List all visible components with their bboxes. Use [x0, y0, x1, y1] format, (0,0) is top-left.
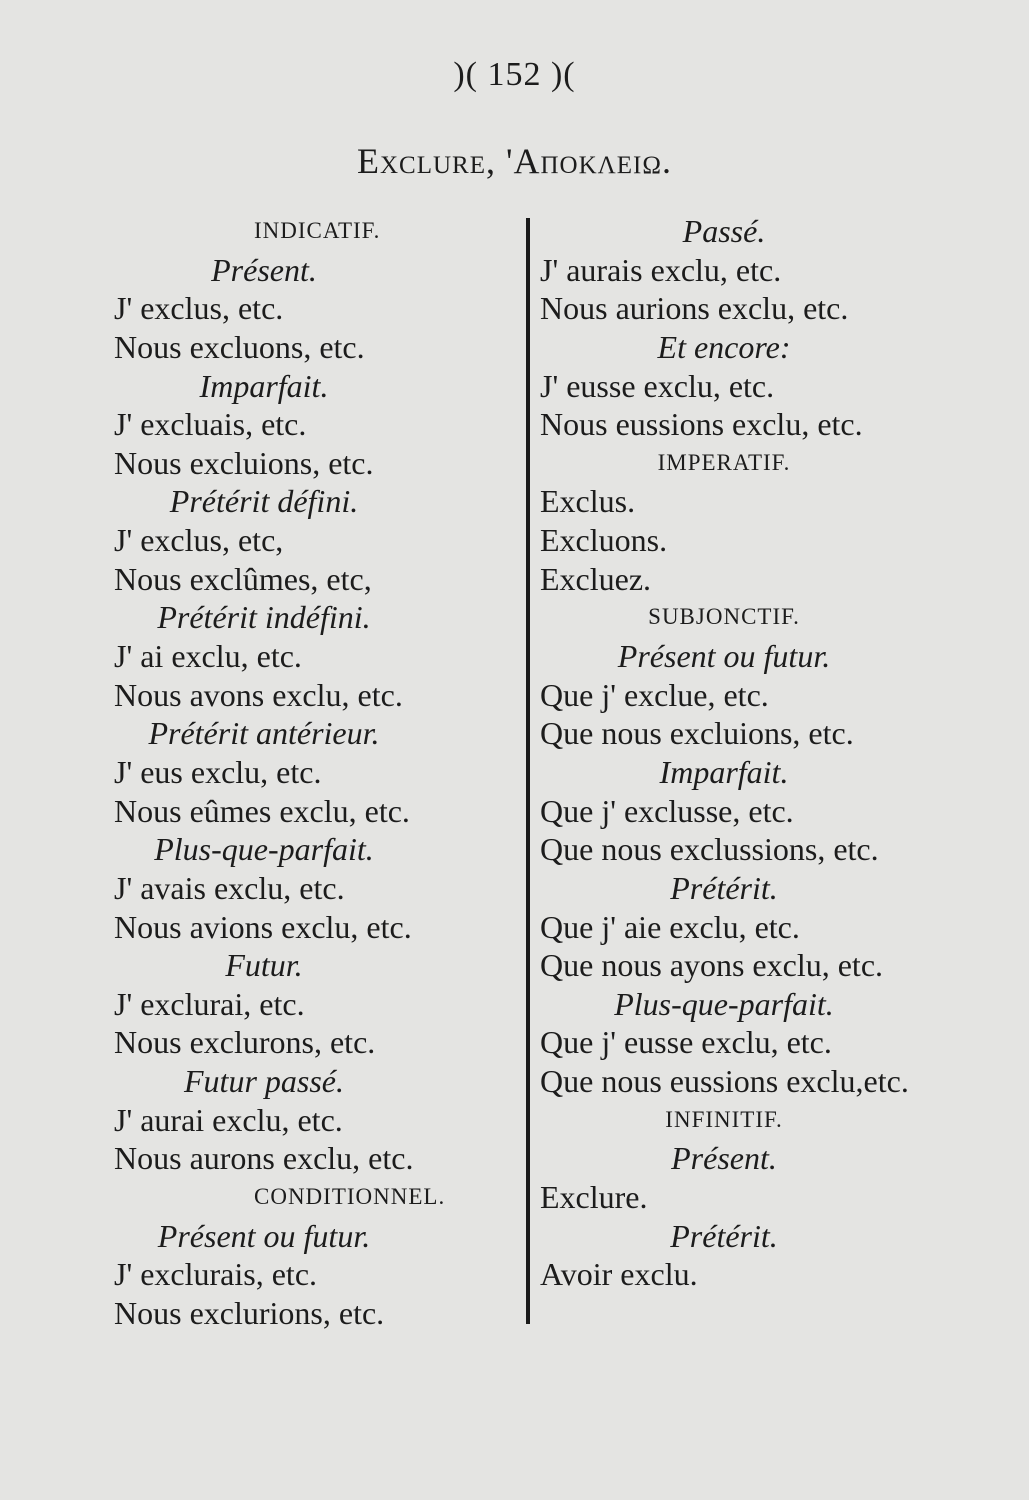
left-tense-line: Présent.: [211, 251, 317, 288]
left-form-line: Nous exclurons, etc.: [114, 1024, 376, 1061]
right-tense-line: Et encore:: [657, 328, 791, 365]
page-number: )( 152 )(: [453, 56, 576, 93]
right-section-line: IMPERATIF.: [657, 449, 791, 475]
left-form-line: J' eus exclu, etc.: [114, 753, 322, 790]
left-form-line: J' aurai exclu, etc.: [114, 1101, 343, 1138]
left-form-line: Nous excluions, etc.: [114, 444, 374, 481]
right-form-line: J' eusse exclu, etc.: [540, 367, 775, 404]
left-form-line: J' exclurai, etc.: [114, 985, 305, 1022]
left-form-line: Nous excluons, etc.: [114, 328, 365, 365]
right-form-line: Que nous ayons exclu, etc.: [540, 947, 884, 984]
right-tense-line: Présent.: [671, 1140, 777, 1177]
right-form-line: Exclure.: [540, 1179, 648, 1216]
left-tense-line: Prétérit indéfini.: [157, 599, 371, 636]
right-tense-line: Prétérit.: [670, 1217, 778, 1254]
left-form-line: J' avais exclu, etc.: [114, 869, 345, 906]
left-section-line: INDICATIF.: [254, 218, 381, 243]
right-section-line: SUBJONCTIF.: [648, 604, 800, 630]
right-tense-line: Plus-que-parfait.: [614, 985, 834, 1022]
left-column: [104, 212, 464, 1333]
left-form-line: J' exclus, etc.: [114, 290, 284, 327]
right-form-line: Que nous excluions, etc.: [540, 715, 854, 752]
right-form-line: Que j' aie exclu, etc.: [540, 908, 800, 945]
right-form-line: Excluons.: [540, 522, 668, 559]
left-form-line: Nous exclûmes, etc,: [114, 560, 372, 597]
column-divider: [526, 218, 530, 1324]
left-form-line: Nous avons exclu, etc.: [114, 676, 403, 713]
right-form-line: Nous aurions exclu, etc.: [540, 290, 849, 327]
left-form-line: Nous avions exclu, etc.: [114, 908, 412, 945]
right-form-line: Nous eussions exclu, etc.: [540, 406, 863, 443]
right-column: [534, 212, 954, 1294]
left-form-line: J' ai exclu, etc.: [114, 638, 302, 675]
right-tense-line: Présent ou futur.: [617, 638, 831, 675]
right-form-line: Que j' eusse exclu, etc.: [540, 1024, 832, 1061]
right-form-line: Que nous exclussions, etc.: [540, 831, 879, 868]
left-form-line: Nous eûmes exclu, etc.: [114, 792, 410, 829]
right-tense-line: Imparfait.: [659, 753, 789, 790]
left-form-line: Nous aurons exclu, etc.: [114, 1140, 414, 1177]
left-tense-line: Présent ou futur.: [157, 1217, 371, 1254]
right-form-line: J' aurais exclu, etc.: [540, 251, 782, 288]
right-form-line: Que nous eussions exclu,etc.: [540, 1063, 909, 1100]
left-form-line: J' excluais, etc.: [114, 406, 307, 443]
right-form-line: Que j' exclue, etc.: [540, 676, 769, 713]
left-section-line: CONDITIONNEL.: [254, 1184, 446, 1210]
left-tense-line: Plus-que-parfait.: [154, 831, 374, 868]
right-form-line: Avoir exclu.: [540, 1256, 698, 1293]
left-form-line: J' exclus, etc,: [114, 522, 284, 559]
left-form-line: Nous exclurions, etc.: [114, 1294, 385, 1331]
left-tense-line: Imparfait.: [199, 367, 329, 404]
left-tense-line: Futur passé.: [184, 1063, 344, 1100]
left-tense-line: Prétérit antérieur.: [148, 715, 380, 752]
right-form-line: Excluez.: [540, 560, 652, 597]
right-form-line: Exclus.: [540, 483, 636, 520]
right-section-line: INFINITIF.: [665, 1106, 783, 1132]
left-tense-line: Prétérit défini.: [169, 483, 359, 520]
left-form-line: J' exclurais, etc.: [114, 1256, 318, 1293]
right-tense-line: Passé.: [682, 213, 766, 249]
page-heading: Exclure, 'Αποκλειω.: [357, 141, 672, 181]
left-tense-line: Futur.: [225, 947, 303, 984]
right-form-line: Que j' exclusse, etc.: [540, 792, 794, 829]
right-tense-line: Prétérit.: [670, 869, 778, 906]
